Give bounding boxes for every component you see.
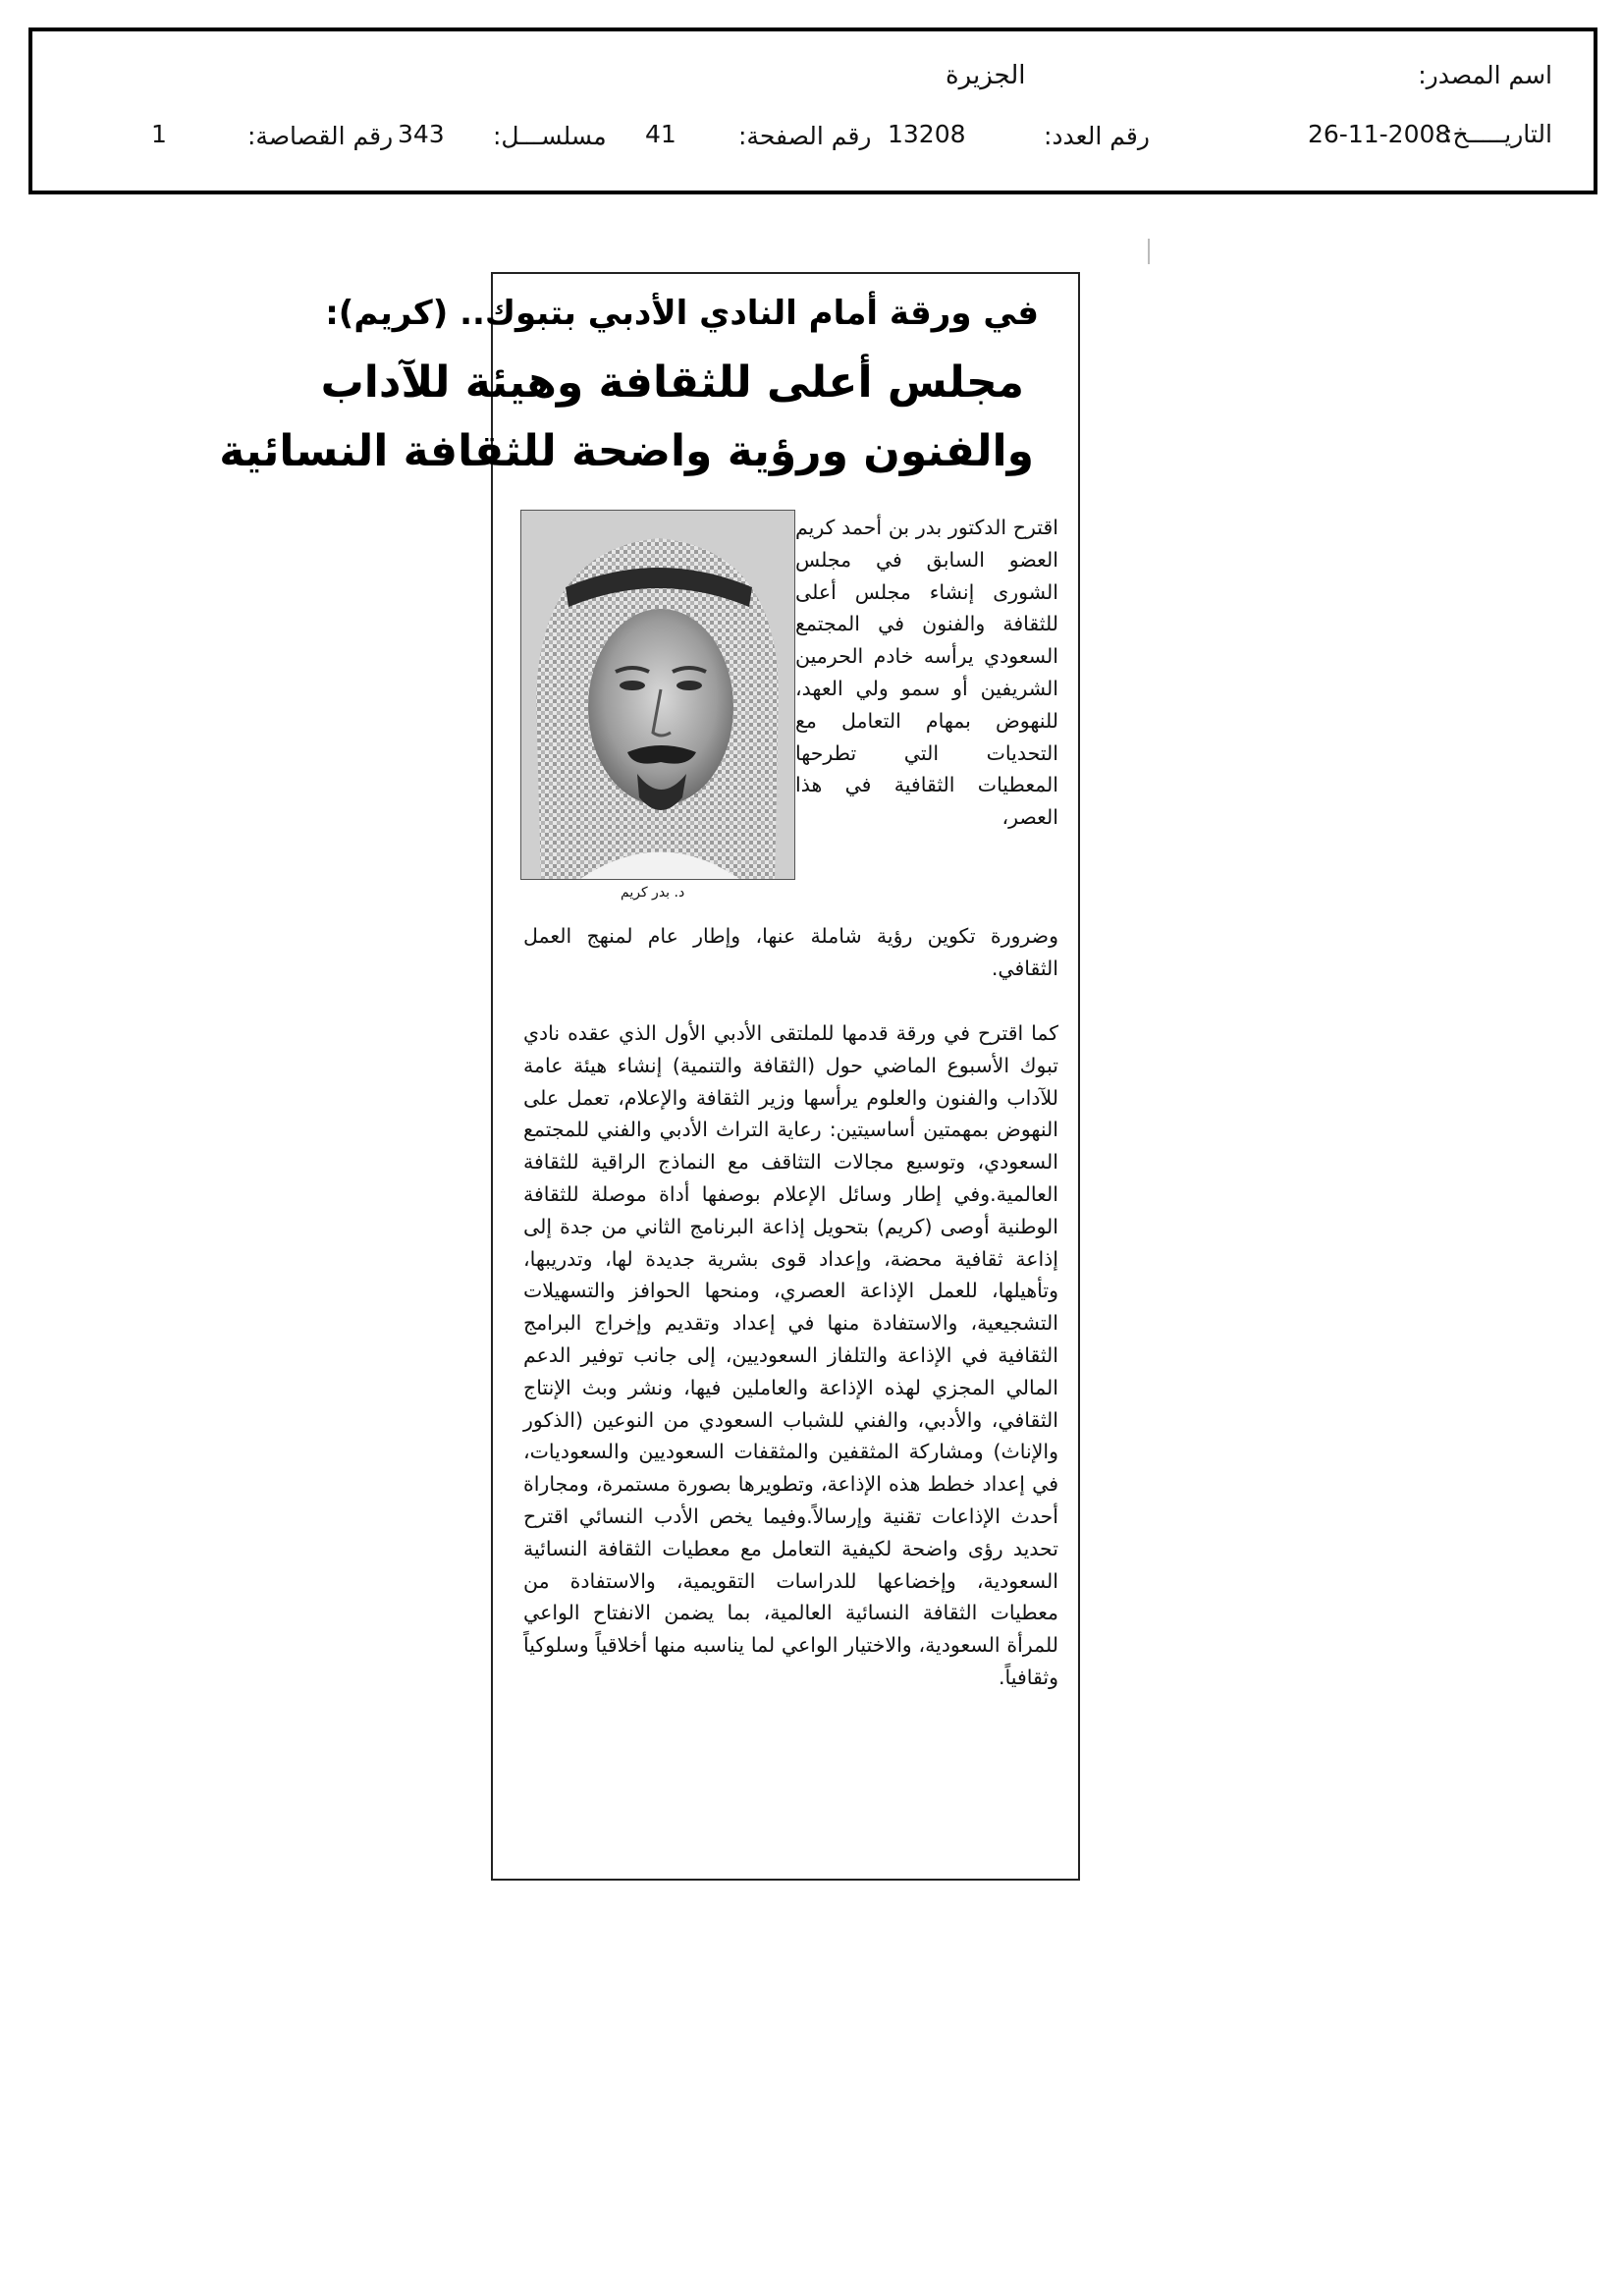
article-headline-line1: مجلس أعلى للثقافة وهيئة للآداب xyxy=(320,357,1024,408)
serial-value: 343 xyxy=(398,120,445,148)
clip-value: 1 xyxy=(151,120,167,148)
newspaper-clipping xyxy=(219,272,1080,1881)
page-label: رقم الصفحة: xyxy=(738,122,872,150)
article-headline-line2: والفنون ورؤية واضحة للثقافة النسائية xyxy=(219,426,1034,476)
article-paragraph-1: اقترح الدكتور بدر بن أحمد كريم العضو السابق في مجلس الشورى إنشاء مجلس أعلى للثقافة والفنون في المجتمع السعودي يرأسه خادم الحرمين الشريفين أو سمو ولي العهد، للنهوض بمهام التعامل مع التحديات التي تطرحها المعطيات الثقافية في هذا العصر، xyxy=(795,516,1058,830)
page-value: 41 xyxy=(645,120,676,148)
article-kicker: في ورقة أمام النادي الأدبي بتبوك.. (كريم): xyxy=(325,294,1039,333)
source-label: اسم المصدر: xyxy=(1418,61,1552,89)
issue-value: 13208 xyxy=(888,120,966,148)
author-photo xyxy=(520,510,795,880)
date-value: 26-11-2008 xyxy=(1308,120,1451,148)
scan-mark xyxy=(1148,239,1150,264)
date-label: التاريـــــخ: xyxy=(1444,120,1552,148)
article-paragraph-1-continued: وضرورة تكوين رؤية شاملة عنها، وإطار عام لمنهج العمل الثقافي. xyxy=(523,924,1058,980)
issue-label: رقم العدد: xyxy=(1044,122,1150,150)
photo-caption: د. بدر كريم xyxy=(621,885,685,901)
article-paragraph-2: كما اقترح في ورقة قدمها للملتقى الأدبي الأول الذي عقده نادي تبوك الأسبوع الماضي حول (الثقافة والتنمية) إنشاء هيئة عامة للآداب والفنون والعلوم يرأسها وزير الثقافة والإعلام، تعمل على النهوض بمهمتين أساسيتين: رعاية التراث الأدبي والفني للمجتمع السعودي، وتوسيع مجالات التثاقف مع النماذج الراقية للثقافة العالمية.وفي إطار وسائل الإعلام بوصفها أداة موصلة للثقافة الوطنية أوصى (كريم) بتحويل إذاعة البرنامج الثاني من جدة إلى إذاعة ثقافية محضة، وإعداد قوى بشرية جديدة لها، وتدريبها، وتأهيلها، للعمل الإذاعة العصري، ومنحها الحوافز والتسهيلات التشجيعية، والاستفادة منها في إعداد وتقديم وإخراج البرامج الثقافية في الإذاعة والتلفاز السعوديين، إلى جانب توفير الدعم المالي المجزي لهذه الإذاعة والعاملين فيها، ونشر وبث الإنتاج الثقافي، والأدبي، والفني للشباب السعودي من النوعين (الذكور والإناث) ومشاركة المثقفين والمثقفات السعوديين والسعوديات، في إعداد خطط هذه الإذاعة، وتطويرها بصورة مستمرة، ومجاراة أحدث الإذاعات تقنية وإرسالاً.وفيما يخص الأدب النسائي اقترح تحديد رؤى واضحة لكيفية التعامل مع معطيات الثقافة النسائية السعودية، وإخضاعها للدراسات التقويمية، والاستفادة من معطيات الثقافة النسائية العالمية، بما يضمن الانفتاح الواعي للمرأة السعودية، والاختيار الواعي لما يناسبه منها أخلاقياً وسلوكياً وثقافياً. xyxy=(523,1021,1058,1689)
source-info-box xyxy=(28,27,1597,194)
clip-label: رقم القصاصة: xyxy=(247,122,394,150)
serial-label: مسلســـل: xyxy=(493,122,607,150)
source-value: الجزيرة xyxy=(946,61,1026,90)
